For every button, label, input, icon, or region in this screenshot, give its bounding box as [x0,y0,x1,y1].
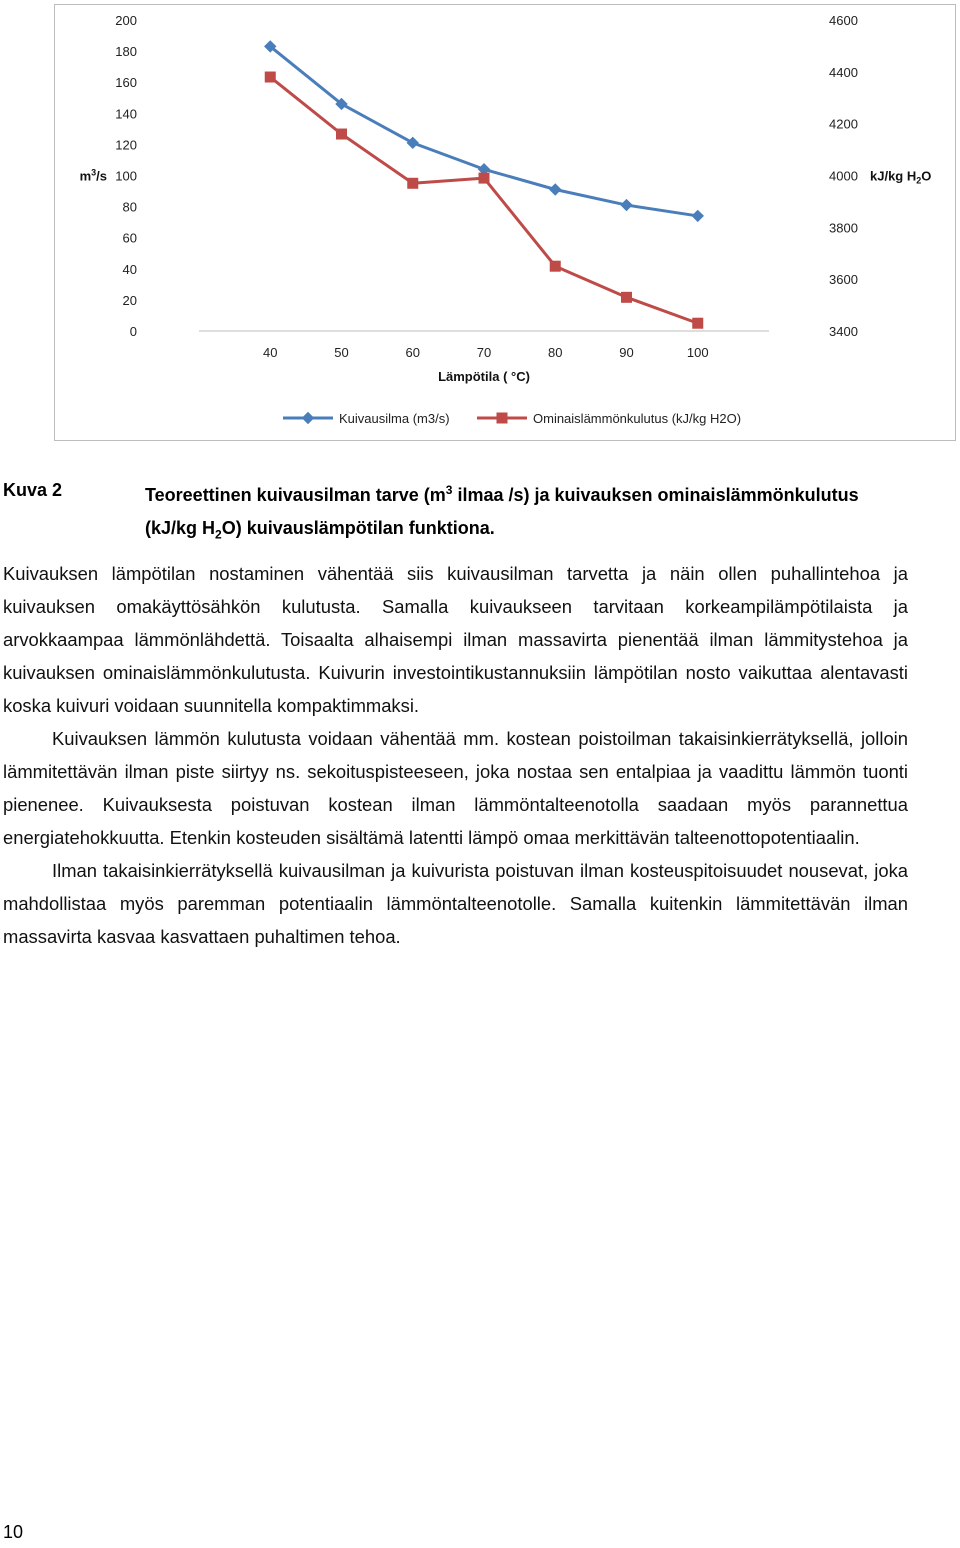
caption-part3: O) kuivauslämpötilan funktiona. [221,518,495,538]
left-axis-title-main: m [79,168,92,184]
legend-label-2: Ominaislämmönkulutus (kJ/kg H2O) [533,411,742,426]
left-axis-title-tail: /s [96,168,107,184]
series-2-point [550,261,560,271]
series-2-point [693,318,703,328]
paragraph-1: Kuivauksen lämpötilan nostaminen vähentää siis kuivausilman tarvetta ja näin ollen puhallintehoa ja kuivauksen omakäyttösähkön kulutusta. Samalla kuivaukseen tarvitaan korkeampilämpötilaista ja arvokkaampaa lämmönlähdettä. Toisaalta alhaisempi ilman massavirta pienentää ilman lämmitystehoa ja kuivauksen ominaislämmönkulutusta. Kuivurin investointikustannuksiin lämpötilan nosto vaikuttaa alentavasti koska kuivuri voidaan suunnitella kompaktimmaksi. [3,563,908,716]
x-tick-label: 70 [476,345,492,360]
chart-svg [55,5,955,440]
right-tick-label: 4600 [829,13,858,28]
x-axis-ticks [263,345,709,360]
left-tick-label: 160 [115,75,137,91]
right-axis-title [870,169,931,186]
right-tick-label: 3600 [829,272,858,288]
caption-label: Kuva 2 [3,480,63,500]
left-tick-label: 180 [115,44,137,60]
paragraph-2: Kuivauksen lämmön kulutusta voidaan vähentää mm. kostean poistoilman takaisinkierrätyksellä, jolloin lämmitettävän ilman piste siirtyy ns. sekoituspisteeseen, joka nostaa sen entalpiaa ja vaadittu lämmön tuonti pienenee. Kuivauksesta poistuvan kostean ilman lämmöntalteenotolla saadaan myös parannettua energiatehokkuutta. Etenkin kosteuden sisältämä latentti lämpö omaa merkittävän talteenottopotentiaalin. [3,728,908,848]
right-axis-title-tail: O [921,168,932,184]
caption-sup: 3 [445,483,453,497]
paragraph-3: Ilman takaisinkierrätyksellä kuivausilman ja kuivurista poistuvan ilman kosteuspitoisuudet nousevat, joka mahdollistaa myös paremman potentiaalin lämmöntalteenotolle. Samalla kuitenkin lämmitettävän ilman massavirta kasvaa kasvattaen puhaltimen tehoa. [3,860,908,947]
right-tick-label: 3400 [829,324,858,339]
series-2-point [622,292,632,302]
series-line-2 [270,77,698,323]
left-tick-label: 0 [129,324,137,339]
left-axis-title [80,168,107,184]
caption-part1: Teoreettinen kuivausilman tarve (m [145,485,446,505]
series-1-point [550,184,561,195]
caption-part2: ilmaa /s) ja kuivauksen ominaislämmönkulutus (kJ/kg H [145,485,859,538]
x-tick-label: 100 [686,345,709,360]
right-tick-label: 4200 [829,116,858,132]
right-tick-label: 4000 [829,168,858,184]
left-tick-label: 100 [115,168,137,184]
left-tick-label: 20 [122,292,137,308]
left-tick-label: 60 [122,230,137,246]
left-axis-title-sup: 3 [91,167,97,178]
page-number: 10 [3,1522,24,1542]
legend [283,411,741,426]
left-tick-label: 120 [115,137,137,153]
caption-sub: 2 [215,527,222,542]
left-tick-label: 140 [115,106,137,122]
right-tick-label: 3800 [829,220,858,236]
series-1-point [407,137,418,148]
x-tick-label: 80 [548,345,563,360]
body-text [3,557,908,953]
chart-frame [54,4,956,441]
series-line-1 [270,46,698,215]
series-2-point [337,129,347,139]
x-tick-label: 40 [263,345,278,360]
series-2-point [479,173,489,183]
x-tick-label: 90 [619,345,634,360]
legend-marker-1 [303,413,314,424]
legend-marker-2 [497,413,507,423]
right-axis-ticks [829,13,858,339]
series-2-point [408,178,418,188]
x-axis-title: Lämpötila ( °C) [438,369,530,384]
left-tick-label: 80 [122,199,137,215]
series-1-point [692,210,703,221]
left-tick-label: 40 [122,261,137,277]
right-axis-title-main: kJ/kg H [870,168,917,184]
left-tick-label: 200 [115,13,137,28]
series-group [265,41,704,328]
right-axis-title-sub: 2 [916,175,922,186]
x-tick-label: 50 [334,345,349,360]
x-tick-label: 60 [405,345,420,360]
right-tick-label: 4400 [829,64,858,80]
legend-label-1: Kuivausilma (m3/s) [339,411,450,426]
left-axis-ticks [115,13,137,339]
series-1-point [621,200,632,211]
series-2-point [265,72,275,82]
caption-text [145,474,905,552]
